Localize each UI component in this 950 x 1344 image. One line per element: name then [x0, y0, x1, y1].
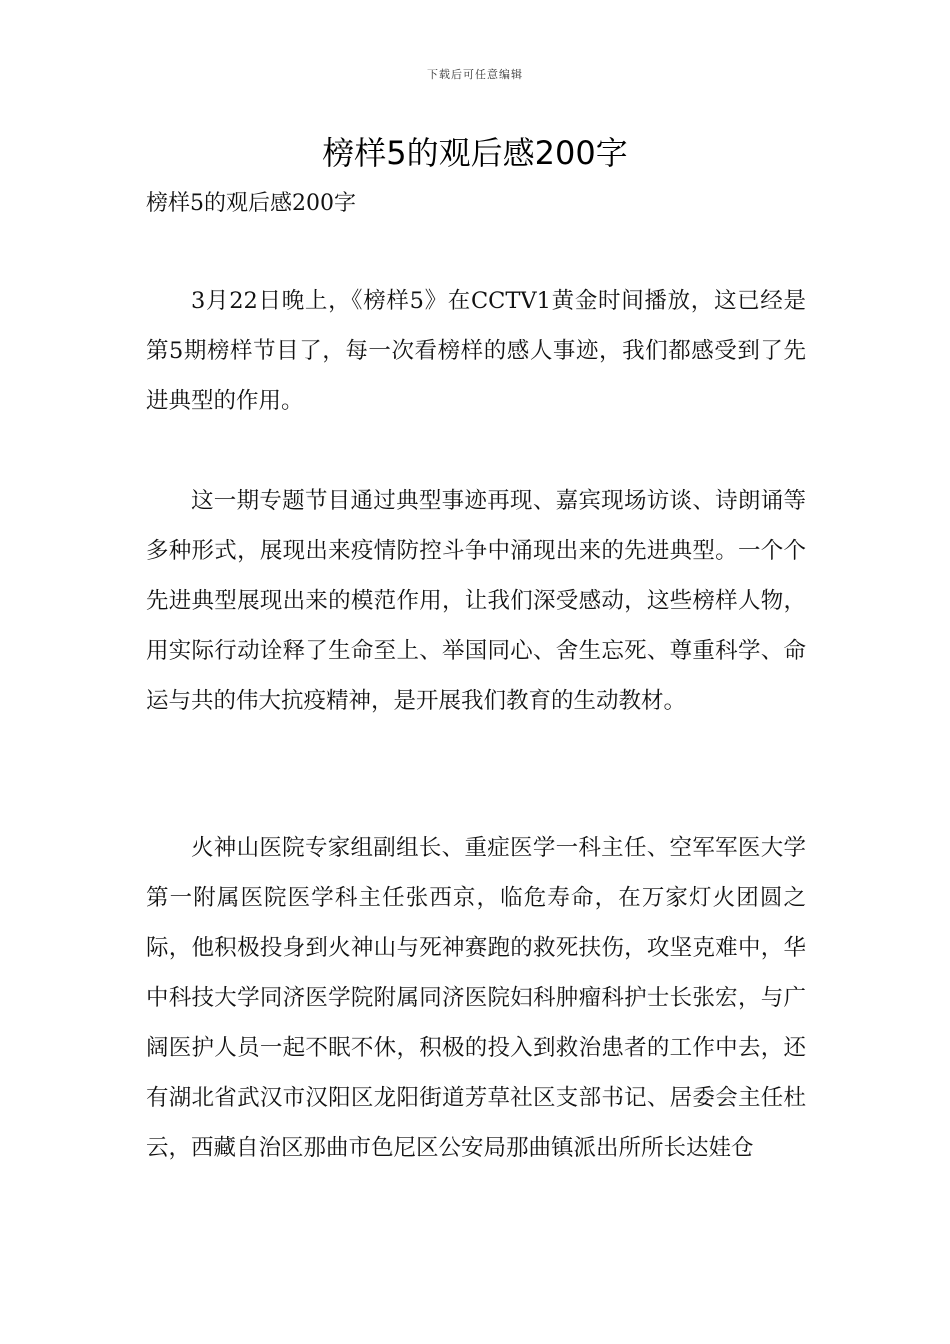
document-subtitle: 榜样5的观后感200字	[146, 191, 356, 216]
document-title: 榜样5的观后感200字	[322, 134, 628, 172]
paragraph-1: 3月22日晚上，《榜样5》在CCTV1黄金时间播放，这已经是第5期榜样节目了，每一次看榜样的感人事迹，我们都感受到了先进典型的作用。	[146, 288, 806, 414]
header-note: 下载后可任意编辑	[427, 68, 523, 81]
paragraph-2: 这一期专题节目通过典型事迹再现、嘉宾现场访谈、诗朗诵等多种形式，展现出来疫情防控斗争中涌现出来的先进典型。一个个先进典型展现出来的模范作用，让我们深受感动，这些榜样人物，用实际行动诠释了生命至上、举国同心、舍生忘死、尊重科学、命运与共的伟大抗疫精神，是开展我们教育的生动教材。	[146, 488, 806, 714]
paragraph-3: 火神山医院专家组副组长、重症医学一科主任、空军军医大学第一附属医院医学科主任张西京，临危寿命，在万家灯火团圆之际，他积极投身到火神山与死神赛跑的救死扶伤，攻坚克难中，华中科技大学同济医学院附属同济医院妇科肿瘤科护士长张宏，与广阔医护人员一起不眠不休，积极的投入到救治患者的工作中去，还有湖北省武汉市汉阳区龙阳街道芳草社区支部书记、居委会主任杜云，西藏自治区那曲市色尼区公安局那曲镇派出所所长达娃仓	[146, 835, 806, 1161]
